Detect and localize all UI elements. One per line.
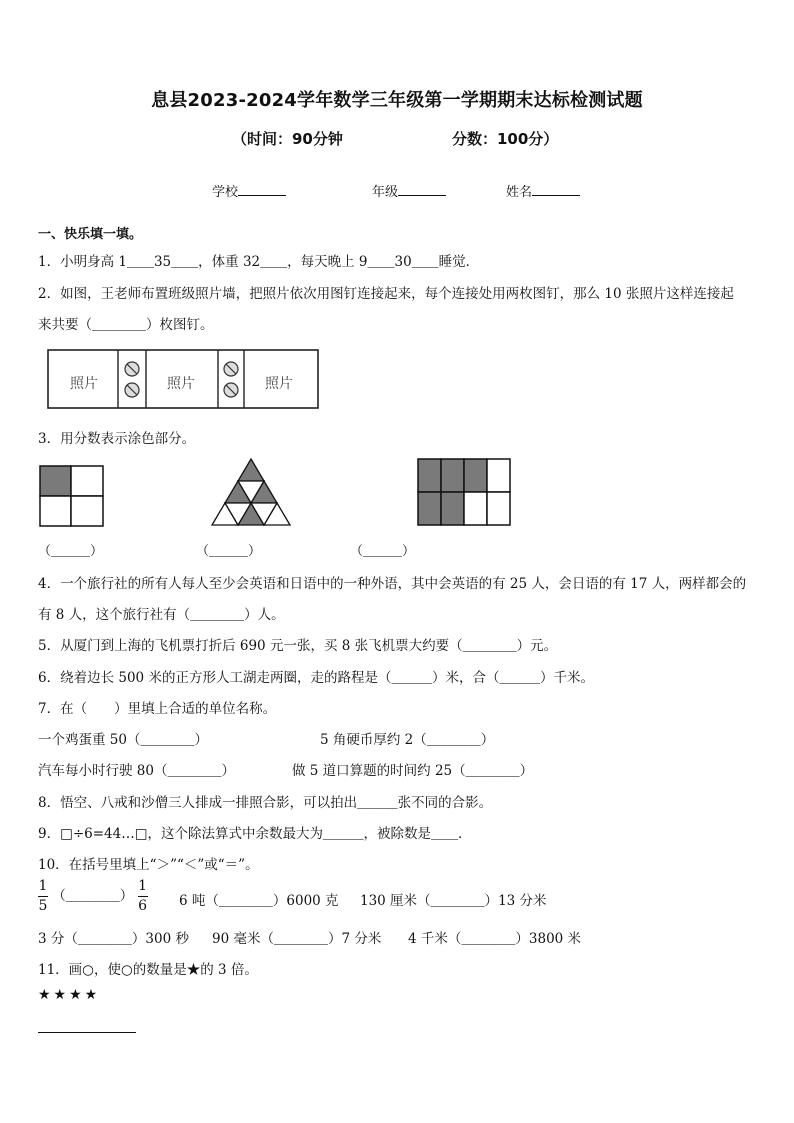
fraction-figure-square xyxy=(39,465,105,528)
answer-slot-2[interactable]: （＿＿＿） xyxy=(196,544,262,559)
name-blank[interactable] xyxy=(532,183,580,196)
compare-item-2: 6 吨（＿＿＿＿）6000 克 xyxy=(179,893,339,909)
time-label: （时间：90分钟 xyxy=(232,130,343,148)
photo-label-3: 照片 xyxy=(265,376,293,392)
star-row: ★★★★ xyxy=(38,987,101,1003)
compare-slot[interactable]: （＿＿＿＿） xyxy=(447,931,529,947)
score-label: 分数：100分） xyxy=(452,130,559,148)
fraction-figure-triangle xyxy=(210,457,292,527)
compare-row-1 xyxy=(38,879,148,914)
grade-label: 年级 xyxy=(372,185,399,200)
question-2-line1: 2．如图，王老师布置班级照片墙，把照片依次用图钉连接起来，每个连接处用两枚图钉，那么 10 张照片这样连接起 xyxy=(38,286,734,302)
compare-slot[interactable]: （＿＿＿＿） xyxy=(64,931,146,947)
question-7-c: 汽车每小时行驶 80（＿＿＿＿） xyxy=(38,763,235,779)
compare-item-5: 90 毫米（＿＿＿＿）7 分米 xyxy=(212,931,382,947)
compare-item-3: 130 厘米（＿＿＿＿）13 分米 xyxy=(360,893,547,909)
compare-slot[interactable]: （＿＿＿＿） xyxy=(52,888,134,904)
name-field[interactable] xyxy=(506,181,580,200)
school-field[interactable] xyxy=(212,181,286,200)
name-label: 姓名 xyxy=(506,185,533,200)
photo-label-1: 照片 xyxy=(70,376,98,392)
answer-line[interactable] xyxy=(38,1032,136,1033)
question-10: 10．在括号里填上“＞”“＜”或“＝”。 xyxy=(38,857,259,873)
question-9: 9．□÷6=44…□，这个除法算式中余数最大为＿＿＿，被除数是＿＿． xyxy=(38,826,472,842)
answer-slot-1[interactable]: （＿＿＿） xyxy=(38,544,104,559)
question-1: 1．小明身高 1＿＿35＿＿，体重 32＿＿，每天晚上 9＿＿30＿＿睡觉． xyxy=(38,254,480,270)
compare-item-4: 3 分（＿＿＿＿）300 秒 xyxy=(38,931,189,947)
question-7-b: 5 角硬币厚约 2（＿＿＿＿） xyxy=(320,732,495,748)
question-7: 7．在（ ）里填上合适的单位名称。 xyxy=(38,701,277,717)
photo-label-2: 照片 xyxy=(167,376,195,392)
question-8: 8．悟空、八戒和沙僧三人排成一排照合影，可以拍出＿＿＿张不同的合影。 xyxy=(38,795,493,811)
compare-slot[interactable]: （＿＿＿＿） xyxy=(260,931,342,947)
compare-slot[interactable]: （＿＿＿＿） xyxy=(205,893,287,909)
grade-field[interactable] xyxy=(372,181,446,200)
compare-item-6: 4 千米（＿＿＿＿）3800 米 xyxy=(408,931,582,947)
grade-blank[interactable] xyxy=(398,183,446,196)
compare-slot[interactable]: （＿＿＿＿） xyxy=(417,893,499,909)
fraction-figure-rectangle xyxy=(417,458,513,528)
question-6: 6．绕着边长 500 米的正方形人工湖走两圈，走的路程是（＿＿＿）米，合（＿＿＿）千米。 xyxy=(38,670,594,686)
question-7-d: 做 5 道口算题的时间约 25（＿＿＿＿） xyxy=(292,763,534,779)
school-blank[interactable] xyxy=(238,183,286,196)
page-title: 息县2023-2024学年数学三年级第一学期期末达标检测试题 xyxy=(151,90,643,111)
question-4-line1: 4．一个旅行社的所有人每人至少会英语和日语中的一种外语，其中会英语的有 25 人，会日语的有 17 人，两样都会的 xyxy=(38,576,747,592)
question-11: 11．画○，使○的数量是★的 3 倍。 xyxy=(38,962,258,978)
fraction-one-sixth: $\frac{1}{6}$ xyxy=(138,878,148,914)
question-3: 3．用分数表示涂色部分。 xyxy=(38,431,196,447)
question-7-a: 一个鸡蛋重 50（＿＿＿＿） xyxy=(38,732,208,748)
section-title: 一、快乐填一填。 xyxy=(38,227,143,242)
school-label: 学校 xyxy=(212,185,239,200)
answer-slot-3[interactable]: （＿＿＿） xyxy=(350,544,416,559)
question-4-line2: 有 8 人，这个旅行社有（＿＿＿＿）人。 xyxy=(38,607,285,623)
fraction-one-fifth: $\frac{1}{5}$ xyxy=(38,878,48,914)
question-2-line2: 来共要（＿＿＿＿）枚图钉。 xyxy=(38,317,214,333)
question-5: 5．从厦门到上海的飞机票打折后 690 元一张，买 8 张飞机票大约要（＿＿＿＿）元。 xyxy=(38,638,558,654)
